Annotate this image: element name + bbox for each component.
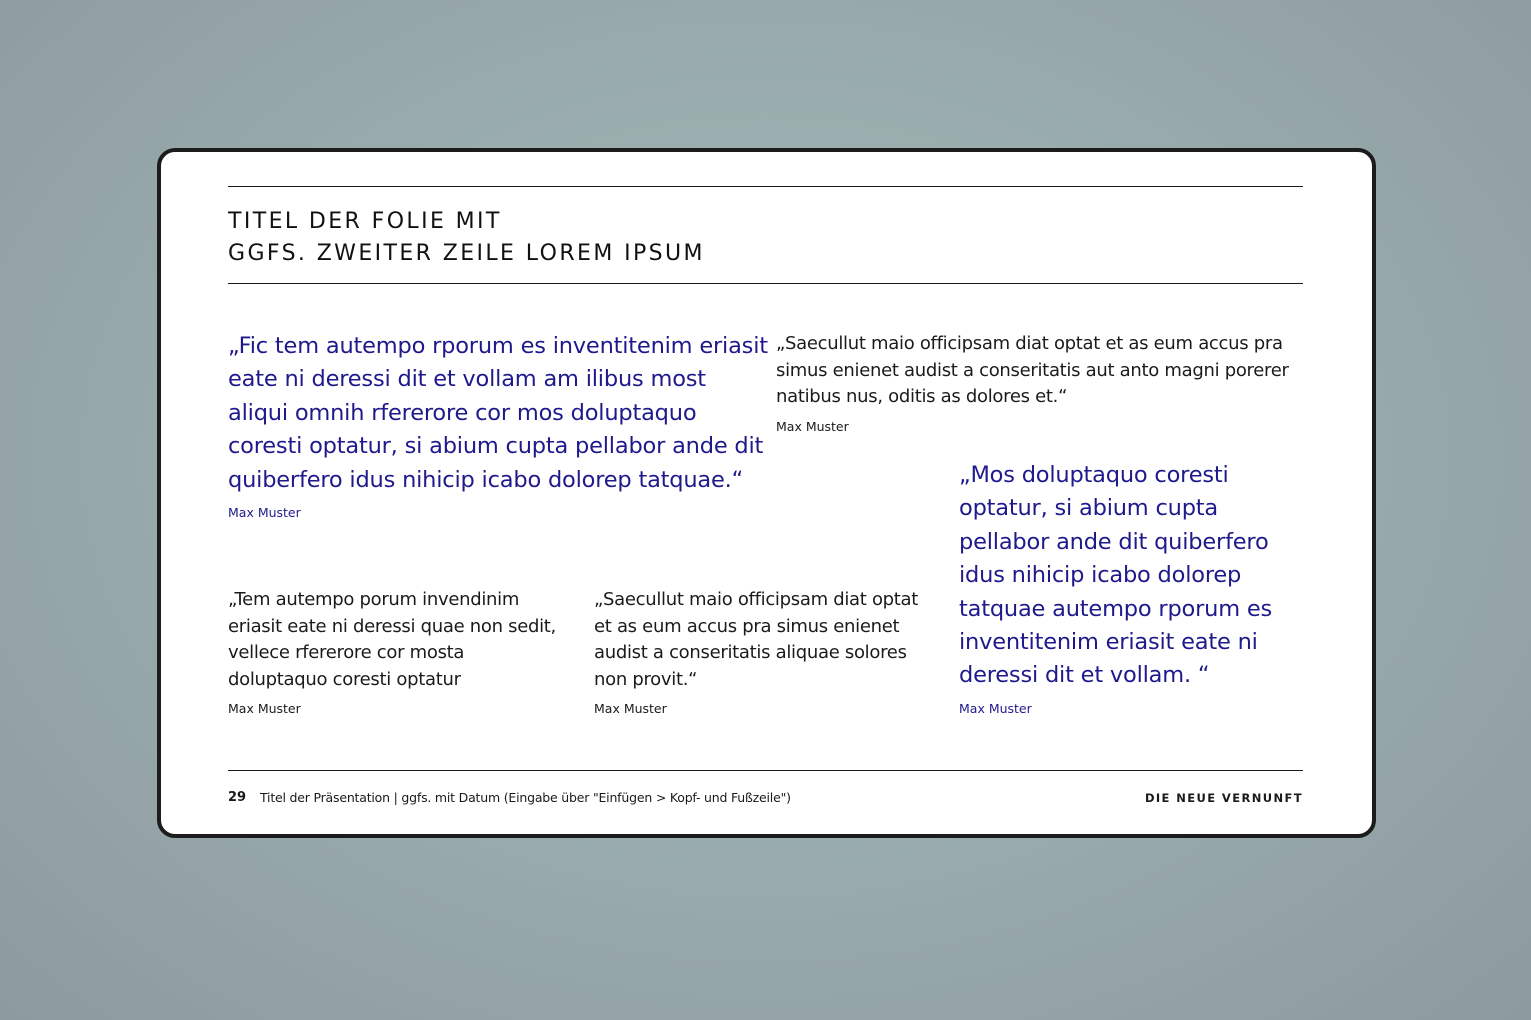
title-divider bbox=[228, 283, 1303, 284]
quote-author: Max Muster bbox=[228, 701, 301, 716]
quote-text: „Saecullut maio officipsam diat optat et as eum accus pra simus enienet audist a conseritatis aut anto magni porerer natibus nus, oditis as dolores et.“ bbox=[776, 333, 1289, 407]
quote-text: „Mos doluptaquo coresti optatur, si abium cupta pellabor ande dit quiberfero idus nihicip icabo dolorep tatquae autempo rporum es inventitenim eriasit eate ni deressi dit et vollam. “ bbox=[959, 462, 1273, 689]
quote-text: „Tem autempo porum invendinim eriasit eate ni deressi quae non sedit, vellece rfererore cor mosta doluptaquo coresti optatur bbox=[228, 589, 556, 690]
quote-small-bottom-center bbox=[594, 587, 934, 717]
slide-title-line-1: TITEL DER FOLIE MIT bbox=[228, 209, 502, 234]
footer-text: Titel der Präsentation | ggfs. mit Datum (Eingabe über "Einfügen > Kopf- und Fußzeile") bbox=[260, 790, 791, 805]
quote-small-bottom-left bbox=[228, 587, 568, 717]
brand-logo-text: DIE NEUE VERNUNFT bbox=[1144, 791, 1303, 805]
quote-author: Max Muster bbox=[959, 700, 1032, 716]
quote-large-right bbox=[959, 459, 1309, 717]
slide-footer bbox=[228, 789, 1303, 809]
presentation-slide bbox=[157, 148, 1376, 838]
page-number: 29 bbox=[228, 790, 247, 805]
quote-author: Max Muster bbox=[776, 418, 849, 434]
quote-author: Max Muster bbox=[228, 505, 301, 521]
slide-title bbox=[228, 206, 705, 270]
quote-small-top-right bbox=[776, 331, 1306, 435]
quote-large-left bbox=[228, 330, 768, 521]
slide-title-line-2: GGFS. ZWEITER ZEILE LOREM IPSUM bbox=[228, 241, 705, 266]
quote-text: „Fic tem autempo rporum es inventitenim eriasit eate ni deressi dit et vollam am ilibus most aliqui omnih rfererore cor mos doluptaquo coresti optatur, si abium cupta pellabor ande dit quiberfero idus nihicip icabo dolorep tatquae.“ bbox=[228, 333, 768, 493]
quote-author: Max Muster bbox=[594, 701, 667, 716]
quote-text: „Saecullut maio officipsam diat optat et as eum accus pra simus enienet audist a conseritatis aliquae solores non provit.“ bbox=[594, 589, 919, 690]
footer-divider bbox=[228, 770, 1303, 771]
top-divider bbox=[228, 186, 1303, 187]
